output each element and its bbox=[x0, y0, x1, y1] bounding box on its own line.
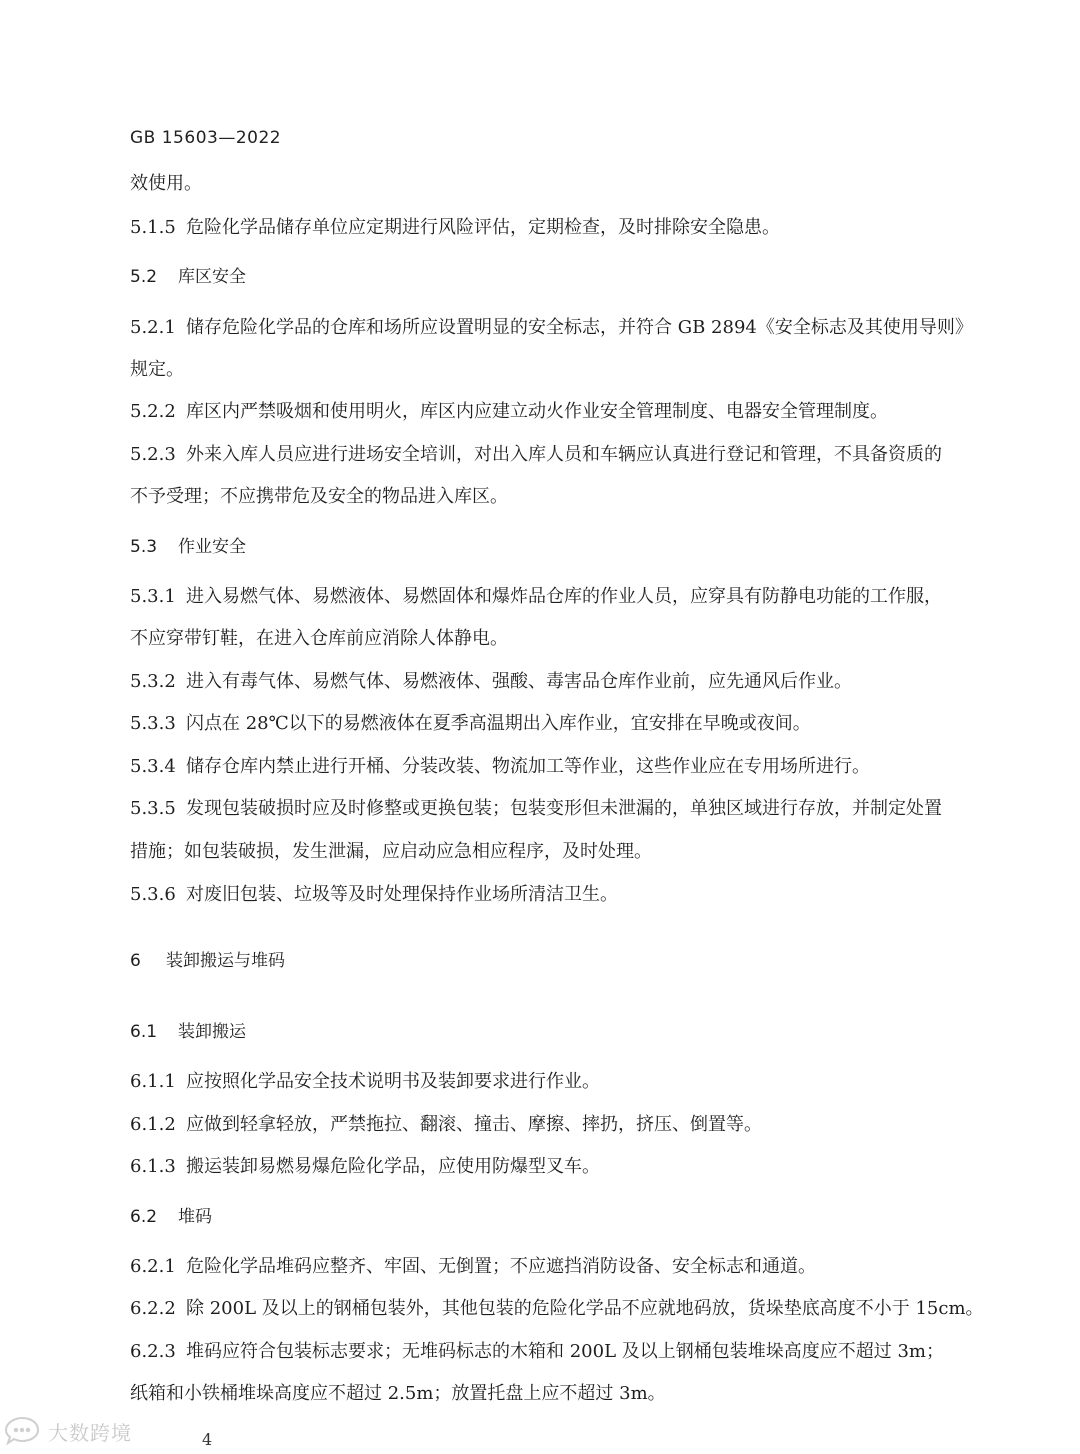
clause-5-2-2 bbox=[130, 400, 888, 424]
section-title: 库区安全 bbox=[178, 267, 246, 287]
clause-text: 应按照化学品安全技术说明书及装卸要求进行作业。 bbox=[186, 1071, 600, 1092]
clause-text: 应做到轻拿轻放，严禁拖拉、翻滚、撞击、摩擦、摔扔，挤压、倒置等。 bbox=[186, 1114, 762, 1135]
chapter-heading-6 bbox=[130, 949, 285, 973]
clause-text: 发现包装破损时应及时修整或更换包装；包装变形但未泄漏的，单独区域进行存放，并制定处置 bbox=[186, 798, 942, 819]
chapter-title: 装卸搬运与堆码 bbox=[166, 951, 285, 971]
clause-number: 5.2.2 bbox=[130, 401, 176, 422]
clause-number: 6.1.3 bbox=[130, 1156, 176, 1177]
clause-number: 6.2.1 bbox=[130, 1256, 176, 1277]
clause-text: 除 200L 及以上的钢桶包装外，其他包装的危险化学品不应就地码放，货垛垫底高度不小于 15cm。 bbox=[186, 1298, 984, 1319]
clause-text: 对废旧包装、垃圾等及时处理保持作业场所清洁卫生。 bbox=[186, 884, 618, 905]
clause-number: 5.1.5 bbox=[130, 217, 176, 238]
line-text: 不予受理；不应携带危及安全的物品进入库区。 bbox=[130, 486, 508, 507]
clause-6-2-2 bbox=[130, 1297, 984, 1321]
section-heading-6-2 bbox=[130, 1205, 212, 1229]
clause-text: 储存仓库内禁止进行开桶、分装改装、物流加工等作业，这些作业应在专用场所进行。 bbox=[186, 756, 870, 777]
clause-6-1-3 bbox=[130, 1155, 600, 1179]
clause-number: 6.2.3 bbox=[130, 1341, 176, 1362]
clause-number: 5.3.3 bbox=[130, 713, 176, 734]
page-number: 4 bbox=[202, 1430, 213, 1449]
chapter-number: 6 bbox=[130, 951, 141, 971]
line-text: 不应穿带钉鞋，在进入仓库前应消除人体静电。 bbox=[130, 628, 508, 649]
clause-5-3-6 bbox=[130, 883, 618, 907]
clause-number: 5.3.2 bbox=[130, 671, 176, 692]
paragraph-continuation bbox=[130, 172, 202, 196]
paragraph-continuation bbox=[130, 358, 184, 382]
line-text: 效使用。 bbox=[130, 173, 202, 194]
section-heading-5-2 bbox=[130, 265, 246, 289]
clause-5-1-5 bbox=[130, 216, 780, 240]
clause-number: 6.1.2 bbox=[130, 1114, 176, 1135]
clause-text: 进入易燃气体、易燃液体、易燃固体和爆炸品仓库的作业人员，应穿具有防静电功能的工作服， bbox=[186, 586, 942, 607]
clause-6-1-2 bbox=[130, 1113, 762, 1137]
standard-code: GB 15603—2022 bbox=[130, 128, 282, 148]
clause-number: 5.3.4 bbox=[130, 756, 176, 777]
section-number: 5.2 bbox=[130, 267, 158, 287]
clause-6-2-3 bbox=[130, 1340, 944, 1364]
line-text: 纸箱和小铁桶堆垛高度应不超过 2.5m；放置托盘上应不超过 3m。 bbox=[130, 1383, 666, 1404]
clause-text: 外来入库人员应进行进场安全培训，对出入库人员和车辆应认真进行登记和管理，不具备资质的 bbox=[186, 444, 942, 465]
paragraph-continuation bbox=[130, 627, 508, 651]
section-number: 5.3 bbox=[130, 537, 158, 557]
clause-text: 危险化学品堆码应整齐、牢固、无倒置；不应遮挡消防设备、安全标志和通道。 bbox=[186, 1256, 816, 1277]
clause-number: 5.2.1 bbox=[130, 317, 176, 338]
clause-6-2-1 bbox=[130, 1255, 816, 1279]
clause-number: 6.1.1 bbox=[130, 1071, 176, 1092]
section-title: 堆码 bbox=[178, 1207, 212, 1227]
paragraph-continuation bbox=[130, 1382, 666, 1406]
clause-5-2-1 bbox=[130, 316, 973, 340]
clause-5-3-1 bbox=[130, 585, 942, 609]
clause-5-3-5 bbox=[130, 797, 942, 821]
clause-text: 进入有毒气体、易燃气体、易燃液体、强酸、毒害品仓库作业前，应先通风后作业。 bbox=[186, 671, 852, 692]
section-number: 6.2 bbox=[130, 1207, 158, 1227]
clause-number: 6.2.2 bbox=[130, 1298, 176, 1319]
paragraph-continuation bbox=[130, 485, 508, 509]
watermark-text: 大数跨境 bbox=[48, 1420, 132, 1445]
clause-6-1-1 bbox=[130, 1070, 600, 1094]
clause-text: 堆码应符合包装标志要求；无堆码标志的木箱和 200L 及以上钢桶包装堆垛高度应不超过 3m； bbox=[186, 1341, 944, 1362]
watermark bbox=[2, 1416, 132, 1446]
clause-text: 闪点在 28℃以下的易燃液体在夏季高温期出入库作业，宜安排在早晚或夜间。 bbox=[186, 713, 811, 734]
clause-5-3-2 bbox=[130, 670, 852, 694]
clause-5-3-4 bbox=[130, 755, 870, 779]
clause-number: 5.2.3 bbox=[130, 444, 176, 465]
line-text: 措施；如包装破损，发生泄漏，应启动应急相应程序，及时处理。 bbox=[130, 841, 652, 862]
paragraph-continuation bbox=[130, 840, 652, 864]
section-title: 作业安全 bbox=[178, 537, 246, 557]
section-heading-5-3 bbox=[130, 535, 246, 559]
clause-text: 库区内严禁吸烟和使用明火，库区内应建立动火作业安全管理制度、电器安全管理制度。 bbox=[186, 401, 888, 422]
section-number: 6.1 bbox=[130, 1022, 158, 1042]
chat-bubble-logo-icon bbox=[2, 1416, 42, 1446]
clause-number: 5.3.6 bbox=[130, 884, 176, 905]
section-title: 装卸搬运 bbox=[178, 1022, 246, 1042]
line-text: 规定。 bbox=[130, 359, 184, 380]
clause-text: 搬运装卸易燃易爆危险化学品，应使用防爆型叉车。 bbox=[186, 1156, 600, 1177]
clause-5-3-3 bbox=[130, 712, 811, 736]
clause-5-2-3 bbox=[130, 443, 942, 467]
clause-text: 储存危险化学品的仓库和场所应设置明显的安全标志，并符合 GB 2894《安全标志及其使用导则》 bbox=[186, 317, 973, 338]
clause-text: 危险化学品储存单位应定期进行风险评估，定期检查，及时排除安全隐患。 bbox=[186, 217, 780, 238]
section-heading-6-1 bbox=[130, 1020, 246, 1044]
clause-number: 5.3.5 bbox=[130, 798, 176, 819]
clause-number: 5.3.1 bbox=[130, 586, 176, 607]
